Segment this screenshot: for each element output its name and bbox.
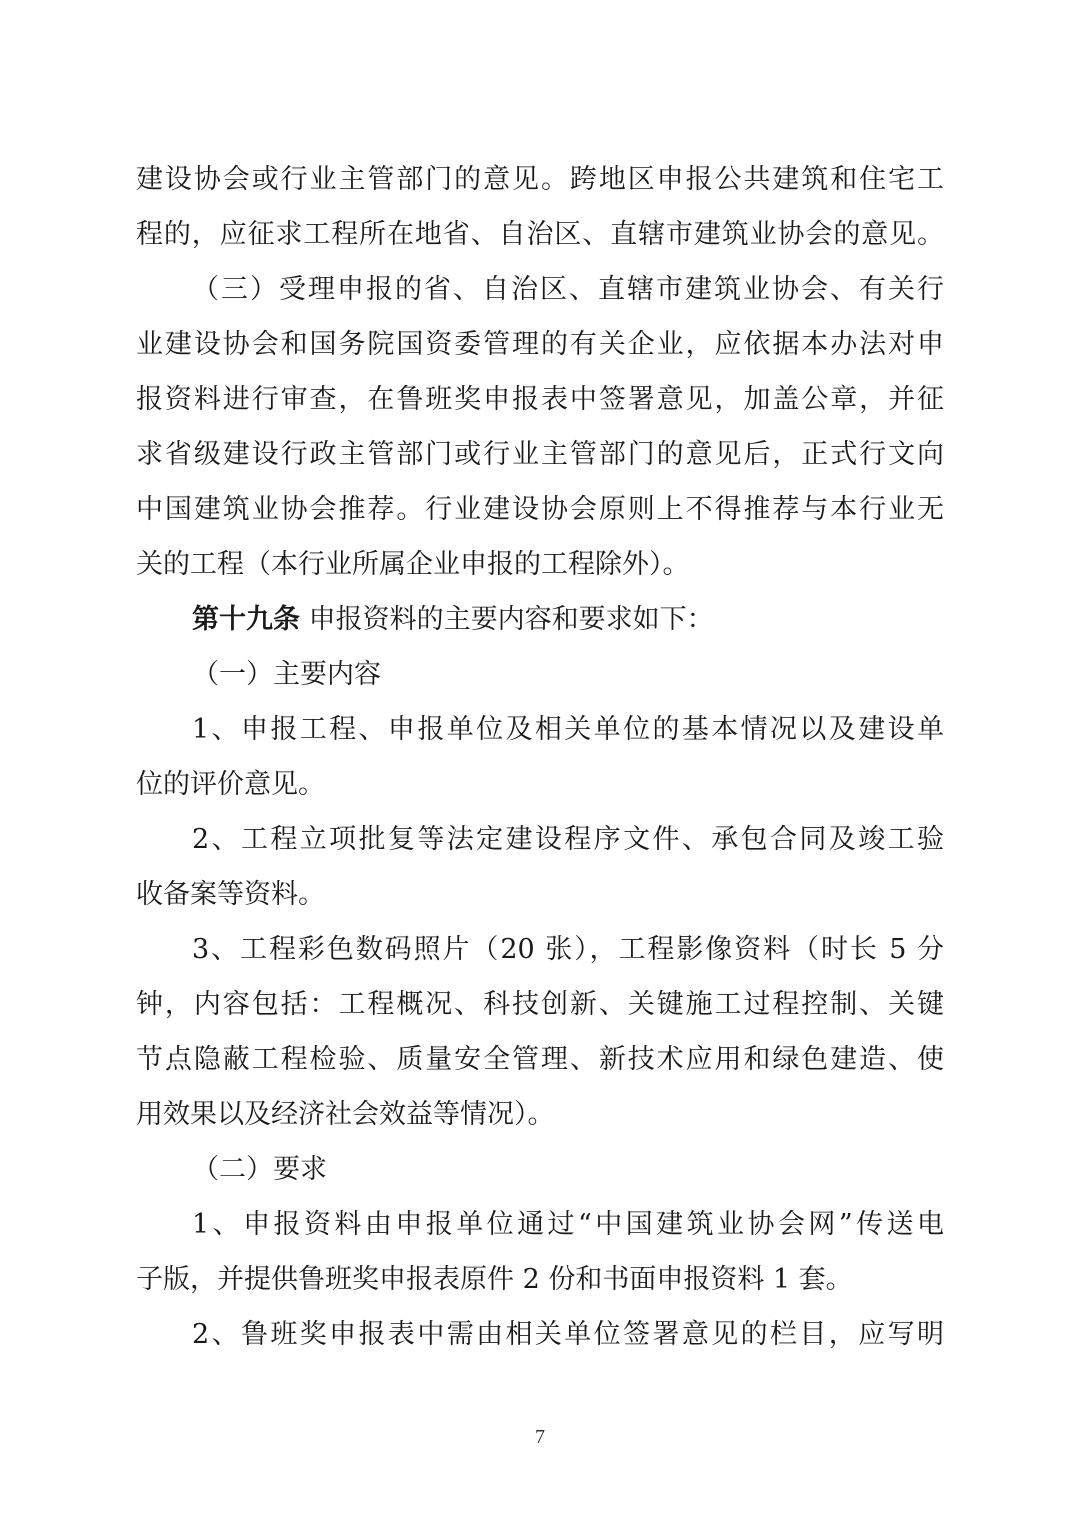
article-heading: 第十九条: [192, 604, 300, 635]
paragraph-line: 程的，应征求工程所在地省、自治区、直辖市建筑业协会的意见。: [136, 219, 944, 250]
paragraph-line: 报资料进行审查，在鲁班奖申报表中签署意见，加盖公章，并征: [136, 384, 944, 415]
list-item-line: 钟，内容包括：工程概况、科技创新、关键施工过程控制、关键: [136, 989, 944, 1020]
paragraph-line: 建设协会或行业主管部门的意见。跨地区申报公共建筑和住宅工: [136, 164, 944, 195]
list-item-line: 节点隐蔽工程检验、质量安全管理、新技术应用和绿色建造、使: [136, 1044, 944, 1075]
paragraph-line: （三）受理申报的省、自治区、直辖市建筑业协会、有关行: [192, 274, 944, 305]
list-item-line: 用效果以及经济社会效益等情况）。: [136, 1099, 555, 1130]
paragraph-line: 中国建筑业协会推荐。行业建设协会原则上不得推荐与本行业无: [136, 494, 944, 525]
section-heading: （一）主要内容: [192, 659, 381, 690]
list-item-line: 1、申报资料由申报单位通过“中国建筑业协会网”传送电: [192, 1209, 944, 1240]
list-item-line: 子版，并提供鲁班奖申报表原件 2 份和书面申报资料 1 套。: [136, 1264, 853, 1295]
list-item-line: 3、工程彩色数码照片（20 张），工程影像资料（时长 5 分: [192, 934, 944, 965]
article-text: 申报资料的主要内容和要求如下：: [308, 604, 714, 635]
page-number: 7: [535, 1426, 545, 1448]
list-item-line: 位的评价意见。: [136, 769, 325, 800]
paragraph-line: 求省级建设行政主管部门或行业主管部门的意见后，正式行文向: [136, 439, 944, 470]
section-heading: （二）要求: [192, 1154, 327, 1185]
article-heading-line: [192, 592, 944, 648]
list-item-line: 收备案等资料。: [136, 879, 325, 910]
list-item-line: 2、鲁班奖申报表中需由相关单位签署意见的栏目，应写明: [192, 1319, 944, 1350]
paragraph-line: 业建设协会和国务院国资委管理的有关企业，应依据本办法对申: [136, 329, 944, 360]
paragraph-line: 关的工程（本行业所属企业申报的工程除外）。: [136, 549, 690, 580]
list-item-line: 1、申报工程、申报单位及相关单位的基本情况以及建设单: [192, 714, 944, 745]
list-item-line: 2、工程立项批复等法定建设程序文件、承包合同及竣工验: [192, 824, 944, 855]
